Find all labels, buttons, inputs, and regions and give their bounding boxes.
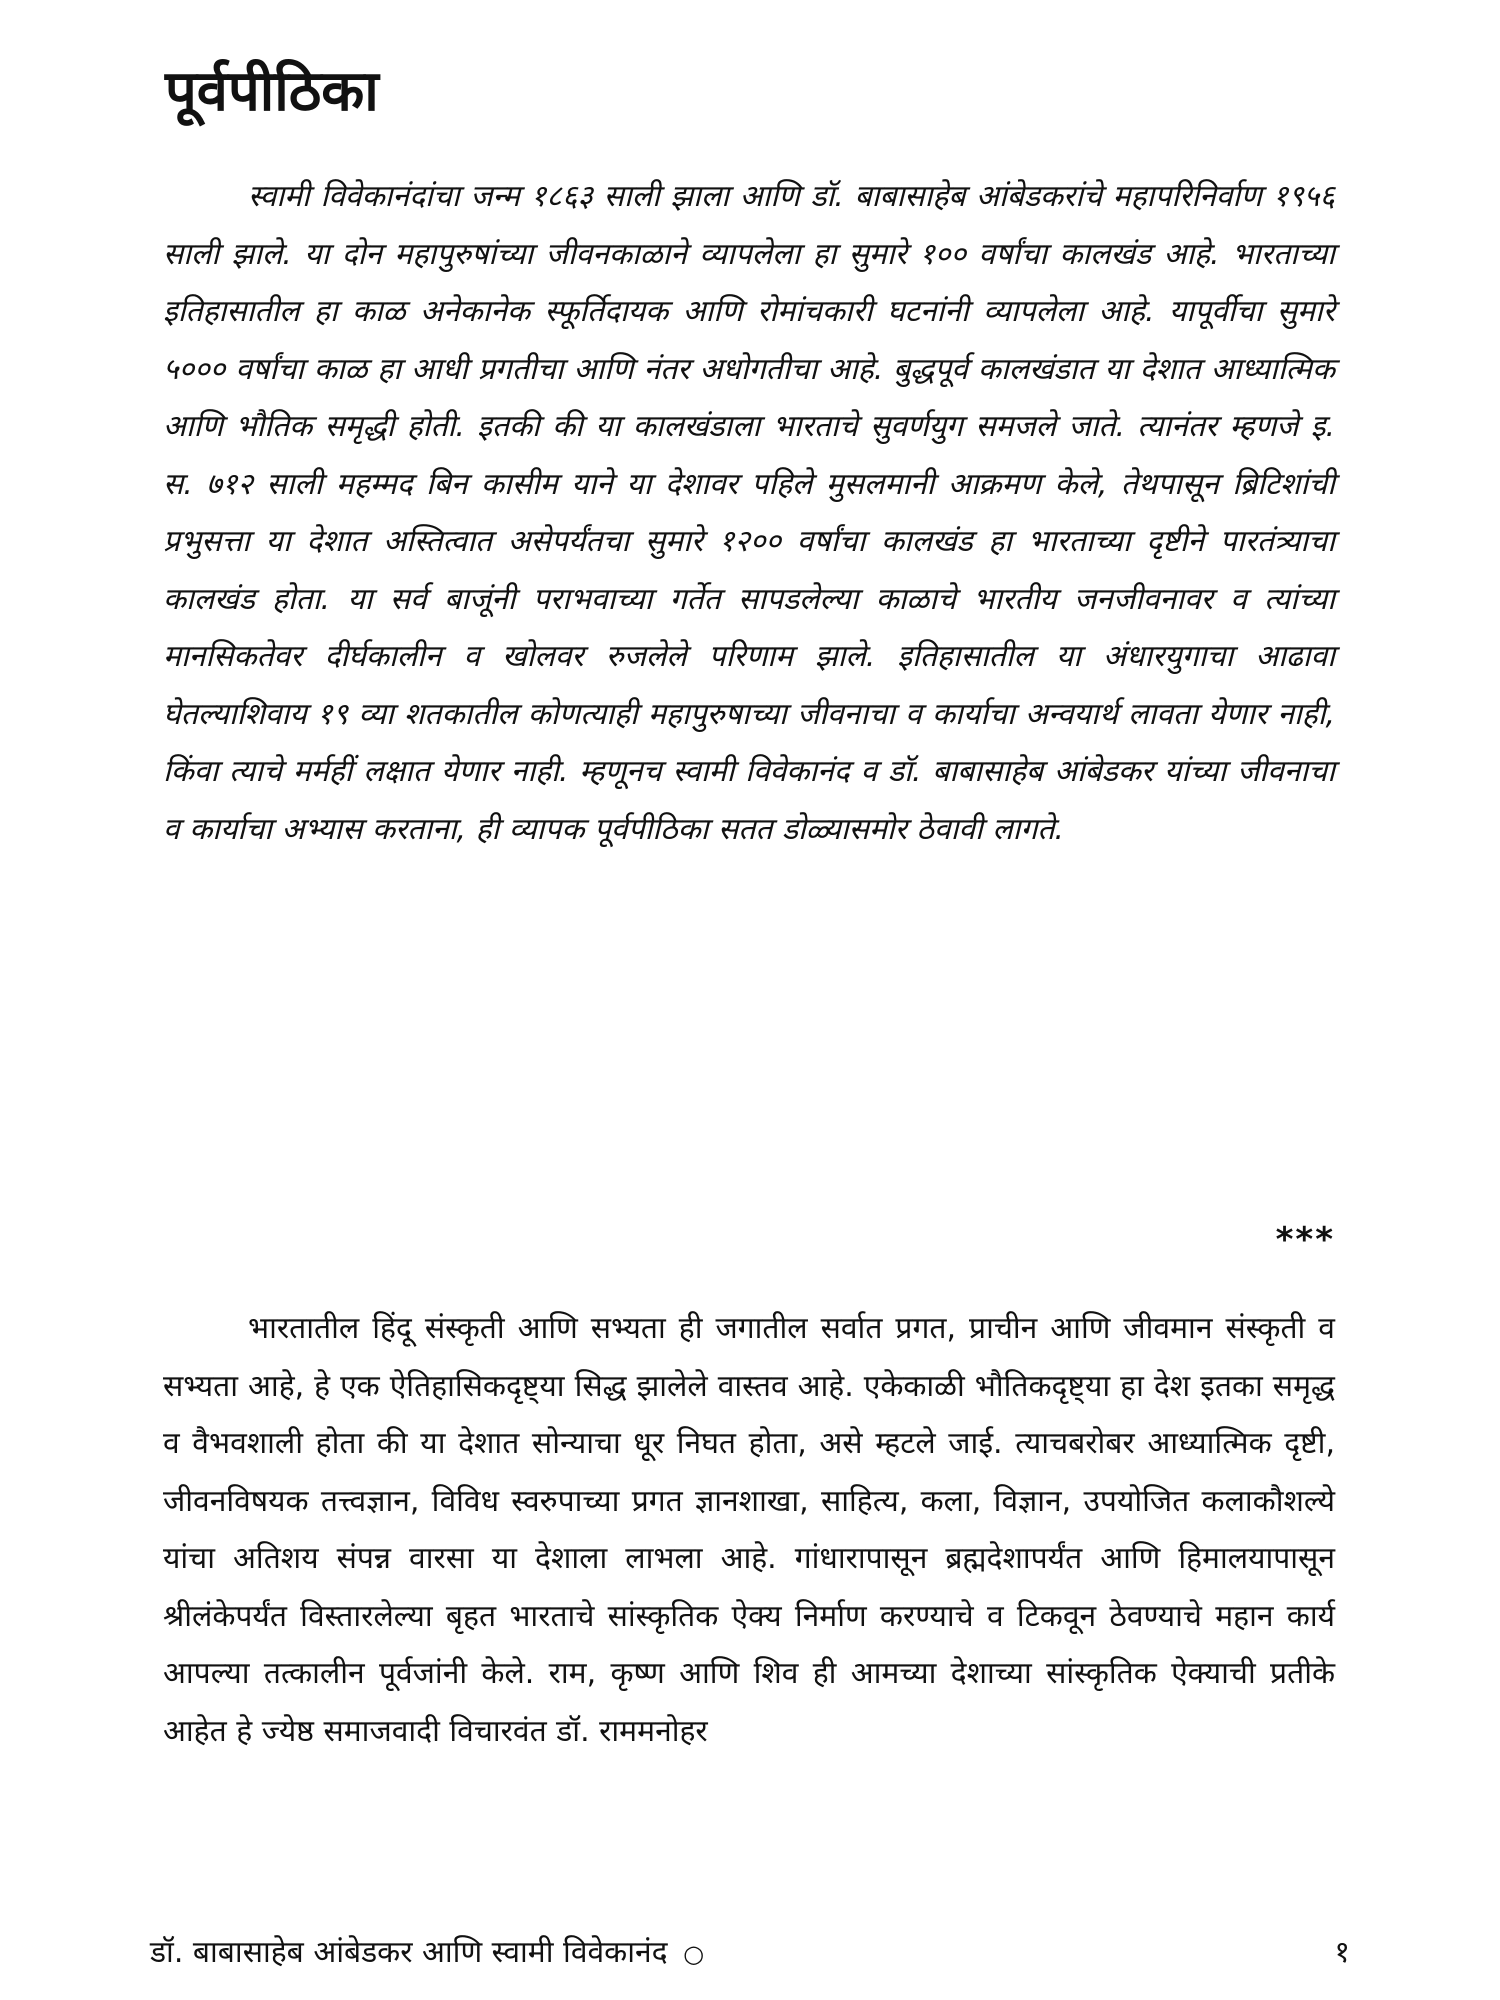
section-divider: *** [1275,1220,1335,1260]
footer-book-title-wrap [150,1930,704,1971]
paragraph-intro: स्वामी विवेकानंदांचा जन्म १८६३ साली झाला आणि डॉ. बाबासाहेब आंबेडकरांचे महापरिनिर्वाण १९५६ साली झाले. या दोन महापुरुषांच्या जीवनकाळाने व्यापलेला हा सुमारे १०० वर्षांचा कालखंड आहे. भारताच्या इतिहासातील हा काळ अनेकानेक स्फूर्तिदायक आणि रोमांचकारी घटनांनी व्यापलेला आहे. यापूर्वीचा सुमारे ५००० वर्षांचा काळ हा आधी प्रगतीचा आणि नंतर अधोगतीचा आहे. बुद्धपूर्व कालखंडात या देशात आध्यात्मिक आणि भौतिक समृद्धी होती. इतकी की या कालखंडाला भारताचे सुवर्णयुग समजले जाते. त्यानंतर म्हणजे इ. स. ७१२ साली महम्मद बिन कासीम याने या देशावर पहिले मुसलमानी आक्रमण केले, तेथपासून ब्रिटिशांची प्रभुसत्ता या देशात अस्तित्वात असेपर्यंतचा सुमारे १२०० वर्षांचा कालखंड हा भारताच्या दृष्टीने पारतंत्र्याचा कालखंड होता. या सर्व बाजूंनी पराभवाच्या गर्तेत सापडलेल्या काळाचे भारतीय जनजीवनावर व त्यांच्या मानसिकतेवर दीर्घकालीन व खोलवर रुजलेले परिणाम झाले. इतिहासातील या अंधारयुगाचा आढावा घेतल्याशिवाय १९ व्या शतकातील कोणत्याही महापुरुषाच्या जीवनाचा व कार्याचा अन्वयार्थ लावता येणार नाही, किंवा त्याचे मर्महीं लक्षात येणार नाही. म्हणूनच स्वामी विवेकानंद व डॉ. बाबासाहेब आंबेडकर यांच्या जीवनाचा व कार्याचा अभ्यास करताना, ही व्यापक पूर्वपीठिका सतत डोळ्यासमोर ठेवावी लागते. [163,179,1335,847]
chapter-title: पूर्वपीठिका [165,59,379,124]
circle-ornament-icon: ○ [683,1940,705,1968]
page-number: १ [1334,1935,1350,1970]
paragraph-culture: भारतातील हिंदू संस्कृती आणि सभ्यता ही जगातील सर्वात प्रगत, प्राचीन आणि जीवमान संस्कृती व सभ्यता आहे, हे एक ऐतिहासिकदृष्ट्या सिद्ध झालेले वास्तव आहे. एकेकाळी भौतिकदृष्ट्या हा देश इतका समृद्ध व वैभवशाली होता की या देशात सोन्याचा धूर निघत होता, असे म्हटले जाई. त्याचबरोबर आध्यात्मिक दृष्टी, जीवनविषयक तत्त्वज्ञान, विविध स्वरुपाच्या प्रगत ज्ञानशाखा, साहित्य, कला, विज्ञान, उपयोजित कलाकौशल्ये यांचा अतिशय संपन्न वारसा या देशाला लाभला आहे. गांधारापासून ब्रह्मदेशापर्यंत आणि हिमालयापासून श्रीलंकेपर्यंत विस्तारलेल्या बृहत भारताचे सांस्कृतिक ऐक्य निर्माण करण्याचे व टिकवून ठेवण्याचे महान कार्य आपल्या तत्कालीन पूर्वजांनी केले. राम, कृष्ण आणि शिव ही आमच्या देशाच्या सांस्कृतिक ऐक्याची प्रतीके आहेत हे ज्येष्ठ समाजवादी विचारवंत डॉ. राममनोहर [163,1311,1335,1749]
page-footer [150,1930,1350,1971]
footer-book-title: डॉ. बाबासाहेब आंबेडकर आणि स्वामी विवेकानंद [150,1935,668,1970]
